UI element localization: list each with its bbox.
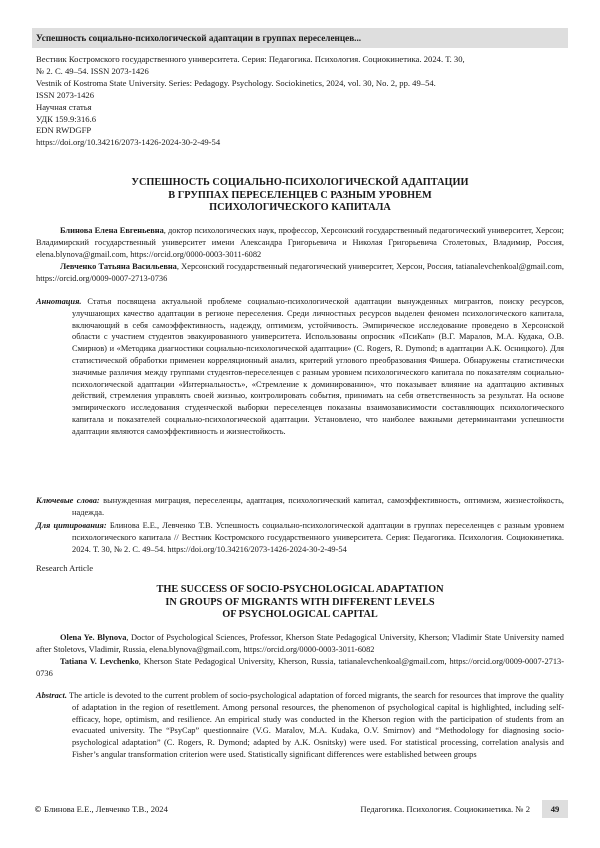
page-number: 49 — [542, 800, 568, 818]
pub-line: ISSN 2073-1426 — [36, 90, 564, 102]
abstract-ru — [36, 296, 564, 438]
doi-link[interactable]: https://doi.org/10.34216/2073-1426-2024-30-2-49-54 — [36, 137, 564, 149]
title-line: THE SUCCESS OF SOCIO-PSYCHOLOGICAL ADAPTATION — [36, 584, 564, 597]
title-line: УСПЕШНОСТЬ СОЦИАЛЬНО-ПСИХОЛОГИЧЕСКОЙ АДАПТАЦИИ — [36, 177, 564, 190]
copyright-symbol: © — [34, 805, 42, 814]
abstract-text: The article is devoted to the current problem of socio-psychological adaptation of forced migrants, the search for resources that improve the quality of adaptation in the region of resettlement. Among personal resources, the phenomenon of psychological capital is highlighted, including self-efficacy, hope, optimism, and resilience. An empirical study was conducted in the Kherson region with the participation of students from an evacuated university. The “PsyCap” questionnaire (V.G. Maralov, M.A. Kudaka, O.V. Smirnov) and “Methodology for diagnosing socio-psychological adaptation” (C. Rogers, R. Dymond; adapted by A.K. Osnitsky) were used. For statistical processing, correlation analysis and Fisher’s angular transformation criterion were used. Statistically significant differences were established between groups — [67, 691, 564, 759]
keywords-ru — [36, 495, 564, 519]
author-name: Olena Ye. Blynova — [60, 633, 126, 642]
page-footer — [32, 800, 568, 818]
pub-line: EDN RWDGFP — [36, 125, 564, 137]
author-name: Левченко Татьяна Васильевна — [60, 262, 177, 271]
author-entry — [36, 225, 564, 261]
journal-name: Педагогика. Психология. Социокинетика. № 2 — [360, 800, 530, 818]
author-entry — [36, 261, 564, 285]
author-details: , Kherson State Pedagogical University, Kherson, Russia, tatianalevchenkoal@gmail.com, https://orcid.org/0009-0007-2713-0736 — [36, 657, 564, 678]
pub-line: Vestnik of Kostroma State University. Series: Pedagogy. Psychology. Sociokinetics, 2024, vol. 30, No. 2, pp. 49–54. — [36, 78, 564, 90]
article-type-label: Research Article — [36, 563, 93, 573]
abstract-label: Abstract. — [36, 691, 67, 700]
authors-en — [36, 632, 564, 680]
keywords-label: Ключевые слова: — [36, 496, 100, 505]
author-entry — [36, 656, 564, 680]
citation-label: Для цитирования: — [36, 521, 107, 530]
abstract-en — [36, 690, 564, 761]
authors-ru — [36, 225, 564, 285]
citation-ru — [36, 520, 564, 555]
title-line: OF PSYCHOLOGICAL CAPITAL — [36, 609, 564, 622]
author-entry — [36, 632, 564, 656]
publication-info — [36, 54, 564, 149]
author-details: , Херсонский государственный педагогический университет, Херсон, Россия, tatianalevchenkoal@gmail.com, https://orcid.org/0009-0007-2713-0736 — [36, 262, 564, 283]
copyright — [34, 800, 168, 819]
abstract-label: Аннотация. — [36, 297, 82, 306]
author-name: Блинова Елена Евгеньевна — [60, 226, 164, 235]
article-title-en — [36, 584, 564, 622]
pub-line: Вестник Костромского государственного университета. Серия: Педагогика. Психология. Социокинетика. 2024. Т. 30, — [36, 54, 564, 66]
citation-text: Блинова Е.Е., Левченко Т.В. Успешность социально-психологической адаптации в группах переселенцев с разным уровнем психологического капитала // Вестник Костромского государственного университета. Серия: Педагогика. Психология. Социокинетика. 2024. Т. 30, № 2. С. 49–54. https://doi.org/10.34216/2073-1426-2024-30-2-49-54 — [72, 521, 564, 554]
title-line: IN GROUPS OF MIGRANTS WITH DIFFERENT LEVELS — [36, 597, 564, 610]
author-name: Tatiana V. Levchenko — [60, 657, 139, 666]
article-title-ru — [36, 177, 564, 215]
keywords-text: вынужденная миграция, переселенцы, адаптация, психологический капитал, самоэффективность, оптимизм, жизнестойкость, надежда. — [72, 496, 564, 517]
title-line: В ГРУППАХ ПЕРЕСЕЛЕНЦЕВ С РАЗНЫМ УРОВНЕМ — [36, 190, 564, 203]
running-head: Успешность социально-психологической адаптации в группах переселенцев... — [32, 28, 568, 48]
abstract-text: Статья посвящена актуальной проблеме социально-психологической адаптации вынужденных мигрантов, поиску ресурсов, улучшающих качество адаптации в регионе переселения. Среди личностных ресурсов выделен феномен психологического капитала, включающий в себя самоэффективность, надежду, оптимизм, устойчивость. Эмпирическое исследование проведено в Херсонской области с участием студентов эвакуированного университета. Использованы опросник «ПсиКап» (В.Г. Маралов, М.А. Кудака, О.В. Смирнов) и «Методика диагностики социально-психологической адаптации» (C. Rogers, R. Dymond; в адаптации А.К. Осницкого). Для статистической обработки применен корреляционный анализ, критерий углового преобразования Фишера. Обнаружены статистически значимые различия между группами студентов-переселенцев с разным уровнем психологического капитала по показателям социально-психологической адаптации «Интернальность», «Стремление к доминированию», что показывает влияние на адаптацию активных действий, стремления управлять своей жизнью, контролировать события, принимать на себя ответственность за результат. На основе эмпирического исследования студенческой выборки переселенцев показаны взаимозависимости составляющих психологического капитала и показателей социально-психологической адаптации. Установлено, что наиболее важными детерминантами успешности адаптации являются самоэффективность и жизнестойкость. — [72, 297, 564, 436]
author-details: , Doctor of Psychological Sciences, Professor, Kherson State Pedagogical University, Kherson; Vladimir State University named after Stoletovs, Vladimir, Russia, elena.blynova@gmail.com, https://orcid.org/0000-0003-3011-6082 — [36, 633, 564, 654]
pub-line: № 2. С. 49–54. ISSN 2073-1426 — [36, 66, 564, 78]
pub-line: УДК 159.9:316.6 — [36, 114, 564, 126]
title-line: ПСИХОЛОГИЧЕСКОГО КАПИТАЛА — [36, 202, 564, 215]
author-details: , доктор психологических наук, профессор, Херсонский государственный педагогический университет, Херсон; Владимирский государственный университет имени Александра Григорьевича и Николая Григорьевича Столетовых, Владимир, Россия, elena.blynova@gmail.com, https://orcid.org/0000-0003-3011-6082 — [36, 226, 564, 259]
copyright-text: Блинова Е.Е., Левченко Т.В., 2024 — [44, 804, 168, 814]
pub-line: Научная статья — [36, 102, 564, 114]
